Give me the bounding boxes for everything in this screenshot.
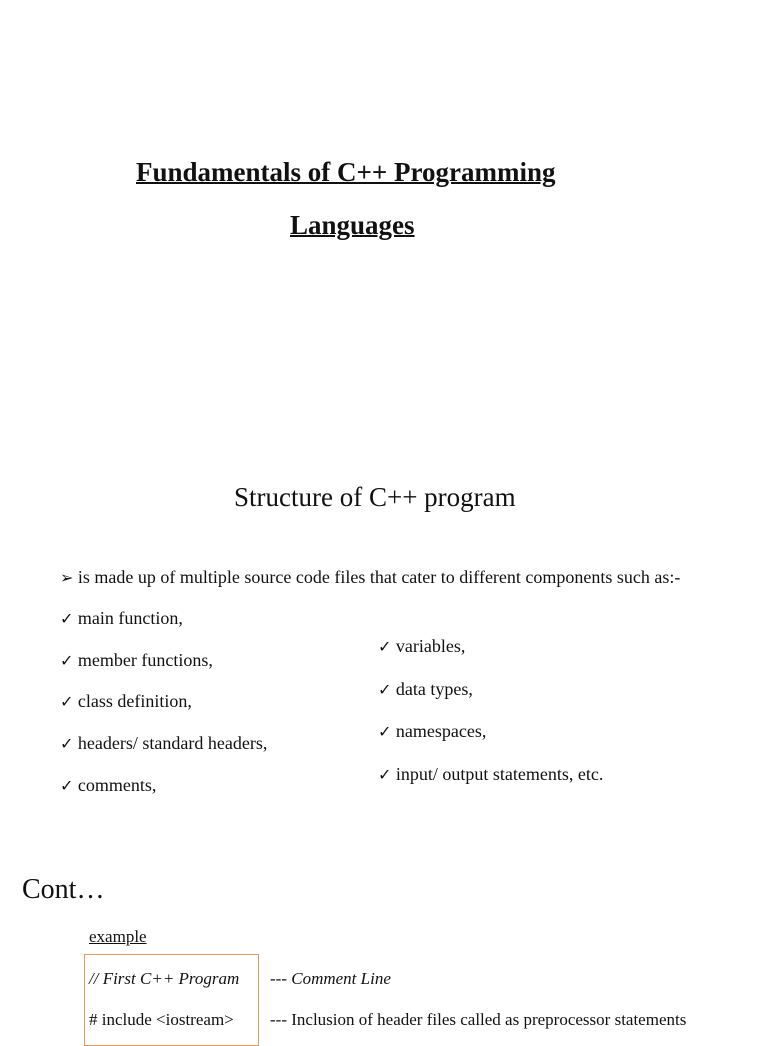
checkmark-icon: ✓ [60,694,74,711]
checkmark-icon: ✓ [60,736,74,753]
title-line-2: Languages [290,210,415,240]
section-heading: Structure of C++ program [234,482,516,512]
code-description: --- Inclusion of header files called as preprocessor statements [270,1010,687,1029]
component-item [60,734,267,753]
component-item [60,692,192,711]
component-label: comments, [77,775,157,795]
intro-bullet [60,568,680,587]
code-line: # include <iostream> [89,1010,234,1029]
component-item [378,680,473,699]
code-line: // First C++ Program [89,969,240,988]
checkmark-icon: ✓ [378,682,392,699]
component-item [60,609,183,628]
component-label: class definition, [77,691,192,711]
component-label: headers/ standard headers, [77,733,268,753]
component-label: member functions, [77,650,213,670]
checkmark-icon: ✓ [378,639,392,656]
checkmark-icon: ✓ [60,611,74,628]
checkmark-icon: ✓ [378,767,392,784]
checkmark-icon: ✓ [60,653,74,670]
code-description: --- Comment Line [270,969,391,988]
component-label: variables, [395,636,466,656]
example-label: example [89,927,147,946]
component-label: namespaces, [395,721,487,741]
component-label: input/ output statements, etc. [395,764,604,784]
component-label: main function, [77,608,183,628]
arrow-bullet-icon: ➢ [60,570,74,587]
cont-heading: Cont… [22,874,105,905]
component-item [378,637,465,656]
component-item [60,651,213,670]
component-item [378,722,486,741]
intro-text: is made up of multiple source code files that cater to different components such as:- [77,567,681,587]
checkmark-icon: ✓ [378,724,392,741]
component-item [60,776,156,795]
code-box [84,954,259,1046]
title-line-1: Fundamentals of C++ Programming [136,157,556,187]
checkmark-icon: ✓ [60,778,74,795]
component-item [378,765,603,784]
component-label: data types, [395,679,473,699]
